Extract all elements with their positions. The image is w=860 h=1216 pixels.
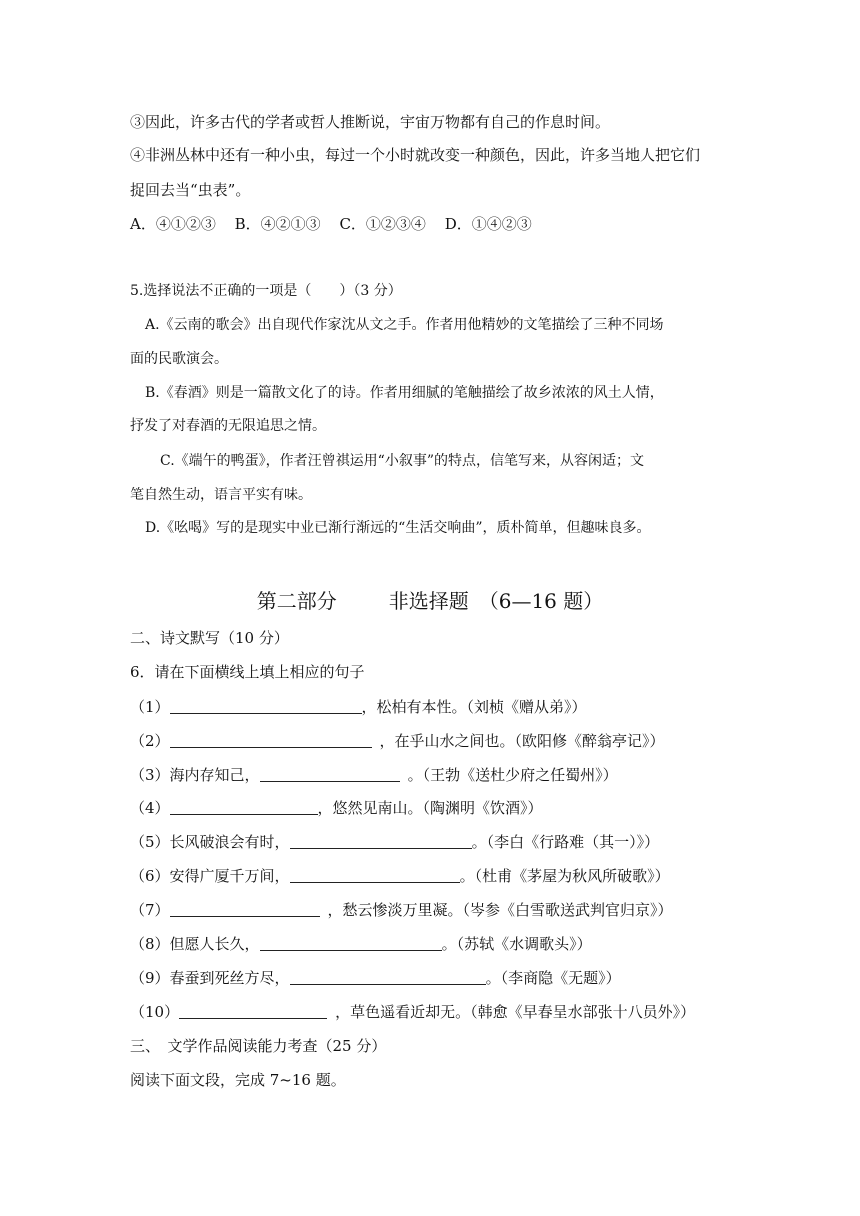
- section-two-heading: 二、诗文默写（10 分）: [130, 629, 289, 647]
- fill-item-6: （6）安得广厦千万间， 。（杜甫《茅屋为秋风所破歌》）: [130, 867, 670, 885]
- q5-option-a-line2: 面的民歌演会。: [130, 351, 228, 367]
- answer-blank-5[interactable]: [290, 834, 472, 849]
- section-three-instruction: 阅读下面文段，完成 7~16 题。: [130, 1071, 346, 1089]
- answer-blank-2[interactable]: [170, 733, 372, 748]
- fill-item-5: （5）长风破浪会有时， 。（李白《行路难（其一）》）: [130, 833, 660, 851]
- q5-option-c-line2: 笔自然生动，语言平实有味。: [130, 487, 312, 503]
- q5-option-b-line2: 抒发了对春酒的无限追思之情。: [130, 418, 326, 434]
- q4-item-4-line1: ④非洲丛林中还有一种小虫，每过一个小时就改变一种颜色，因此，许多当地人把它们: [130, 146, 701, 164]
- q6-stem: 6．请在下面横线上填上相应的句子: [130, 663, 365, 681]
- answer-blank-3[interactable]: [260, 767, 400, 782]
- q5-option-a-line1[interactable]: A.《云南的歌会》出自现代作家沈从文之手。作者用他精妙的文笔描绘了三种不同场: [145, 317, 664, 333]
- q5-stem: 5.选择说法不正确的一项是（ ）（3 分）: [130, 283, 402, 299]
- q5-option-b-line1[interactable]: B.《春酒》则是一篇散文化了的诗。作者用细腻的笔触描绘了故乡浓浓的风土人情，: [145, 385, 664, 401]
- answer-blank-4[interactable]: [170, 800, 318, 815]
- part-two-title: [0, 588, 860, 614]
- q4-option-b[interactable]: B．④②①③: [234, 215, 321, 233]
- fill-item-8: （8）但愿人长久， 。（苏轼《水调歌头》）: [130, 935, 592, 953]
- fill-item-1: （1） ，松柏有本性。（刘桢《赠从弟》）: [130, 698, 587, 716]
- q5-option-c-line1[interactable]: C.《端午的鸭蛋》，作者汪曾祺运用“小叙事”的特点，信笔写来，从容闲适；文: [160, 453, 644, 469]
- section-three-heading: 三、 文学作品阅读能力考查（25 分）: [130, 1037, 387, 1055]
- fill-item-9: （9）春蚕到死丝方尽， 。（李商隐《无题》）: [130, 969, 621, 987]
- answer-blank-9[interactable]: [290, 970, 486, 985]
- q4-option-a[interactable]: A．④①②③: [130, 215, 216, 233]
- q5-option-d-line1[interactable]: D.《吆喝》写的是现实中业已渐行渐远的“生活交响曲”，质朴简单，但趣味良多。: [145, 520, 651, 536]
- part-two-name: 非选择题 （6—16 题）: [388, 589, 604, 613]
- q4-option-c[interactable]: C．①②③④: [339, 215, 426, 233]
- answer-blank-7[interactable]: [170, 902, 320, 917]
- q4-item-4-line2: 捉回去当“虫表”。: [130, 181, 251, 199]
- fill-item-7: （7） ，愁云惨淡万里凝。（岑参《白雪歌送武判官归京》）: [130, 901, 673, 919]
- answer-blank-10[interactable]: [179, 1004, 327, 1019]
- fill-item-3: （3）海内存知己， 。（王勃《送杜少府之任蜀州》）: [130, 766, 618, 784]
- fill-item-4: （4） ，悠然见南山。（陶渊明《饮酒》）: [130, 799, 543, 817]
- fill-item-2: （2） ，在乎山水之间也。（欧阳修《醉翁亭记》）: [130, 732, 665, 750]
- part-two-label: 第二部分: [256, 589, 337, 613]
- fill-item-10: （10） ，草色遥看近却无。（韩愈《早春呈水部张十八员外》）: [130, 1003, 696, 1021]
- answer-blank-6[interactable]: [290, 868, 460, 883]
- answer-blank-8[interactable]: [260, 936, 442, 951]
- q4-item-3: ③因此，许多古代的学者或哲人推断说，宇宙万物都有自己的作息时间。: [130, 113, 611, 131]
- q4-option-d[interactable]: D．①④②③: [444, 215, 532, 233]
- answer-blank-1[interactable]: [170, 699, 362, 714]
- q4-options: [130, 214, 546, 234]
